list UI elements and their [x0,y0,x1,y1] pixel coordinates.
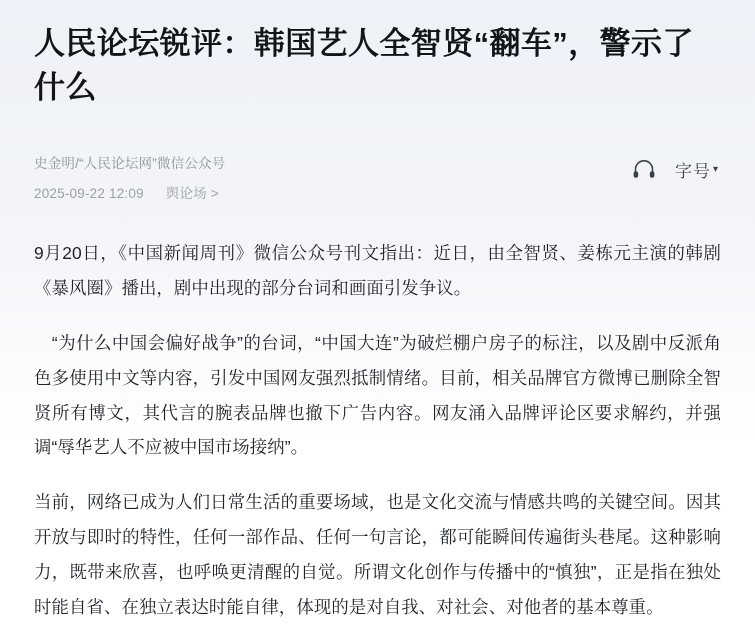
article-paragraph: 当前，网络已成为人们日常生活的重要场域，也是文化交流与情感共鸣的关键空间。因其开放与即时的特性，任何一部作品、任何一句言论，都可能瞬间传遍街头巷尾。这种影响力，既带来欣喜，也呼唤更清醒的自觉。所谓文化创作与传播中的“慎独”，正是指在独处时能自省、在独立表达时能自律，体现的是对自我、对社会、对他者的基本尊重。 [34,492,721,617]
font-size-label: 字号 [674,161,711,181]
headphone-icon[interactable] [631,156,657,182]
meta-row [34,182,721,202]
article-body [34,236,721,624]
font-size-button[interactable] [675,157,719,182]
article-paragraph: “为什么中国会偏好战争”的台词，“中国大连”为破烂棚户房子的标注，以及剧中反派角色多使用中文等内容，引发中国网友强烈抵制情绪。目前，相关品牌官方微博已删除全智贤所有博文，其代言的腕表品牌也撤下广告内容。网友涌入品牌评论区要求解约，并强调“辱华艺人不应被中国市场接纳”。 [34,332,721,458]
page-title: 人民论坛锐评：韩国艺人全智贤“翻车”，警示了什么 [34,26,694,106]
article-meta [34,154,721,202]
article-toolbar [631,156,719,182]
byline: 史金明/“人民论坛网”微信公众号 [34,156,226,172]
source-channel-link[interactable]: 舆论场 > [165,186,219,202]
article-paragraph: 9月20日，《中国新闻周刊》微信公众号刊文指出：近日，由全智贤、姜栋元主演的韩剧《暴风圈》播出，剧中出现的部分台词和画面引发争议。 [34,243,721,299]
timestamp: 2025-09-22 12:09 [34,186,144,202]
chevron-down-icon: ▾ [712,164,719,176]
